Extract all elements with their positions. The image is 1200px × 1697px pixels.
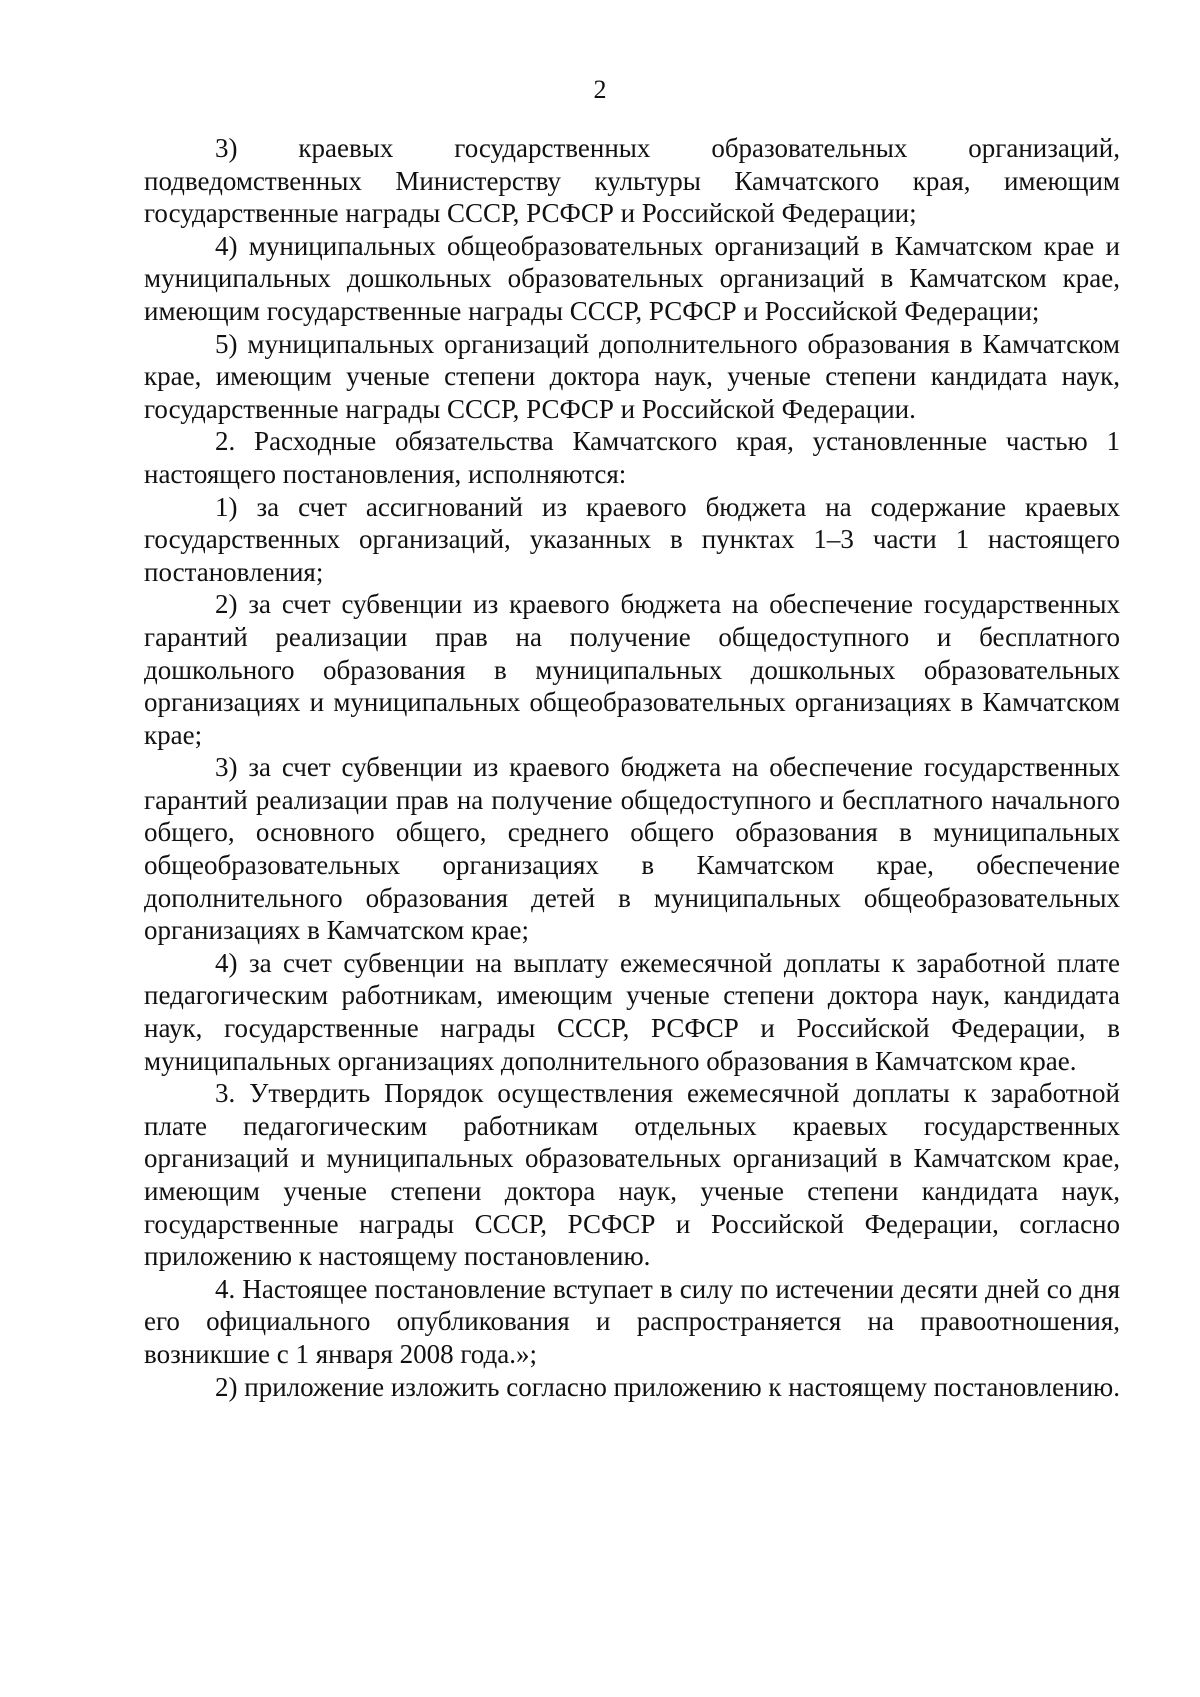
- paragraph-section-2-obligations: 2. Расходные обязательства Камчатского края, установленные частью 1 настоящего постановления, исполняются:: [144, 426, 1120, 489]
- page-number: 2: [593, 75, 607, 104]
- paragraph-section-4-effective-date: 4. Настоящее постановление вступает в силу по истечении десяти дней со дня его официального опубликования и распространяется на правоотношения, возникшие с 1 января 2008 года.»;: [144, 1273, 1120, 1369]
- paragraph-item-3-ministry-culture: 3) краевых государственных образовательных организаций, подведомственных Министерству культуры Камчатского края, имеющим государственные награды СССР, РСФСР и Российской Федерации;: [144, 133, 1120, 229]
- paragraph-item-5-additional-education: 5) муниципальных организаций дополнительного образования в Камчатском крае, имеющим ученые степени доктора наук, ученые степени кандидата наук, государственные награды СССР, РСФСР и Российской Федерации.: [144, 328, 1120, 424]
- paragraph-section-3-approve-procedure: 3. Утвердить Порядок осуществления ежемесячной доплаты к заработной плате педагогическим работникам отдельных краевых государственных организаций и муниципальных образовательных организаций в Камчатском крае, имеющим ученые степени доктора наук, ученые степени кандидата наук, государственные награды СССР, РСФСР и Российской Федерации, согласно приложению к настоящему постановлению.: [144, 1078, 1120, 1272]
- paragraph-funding-3: 3) за счет субвенции из краевого бюджета на обеспечение государственных гарантий реализации прав на получение общедоступного и бесплатного начального общего, основного общего, среднего общего образования в муниципальных общеобразовательных организациях в Камчатском крае, обеспечение дополнительного образования детей в муниципальных общеобразовательных организациях в Камчатском крае;: [144, 752, 1120, 946]
- paragraph-funding-2: 2) за счет субвенции из краевого бюджета на обеспечение государственных гарантий реализации прав на получение общедоступного и бесплатного дошкольного образования в муниципальных дошкольных образовательных организациях и муниципальных общеобразовательных организациях в Камчатском крае;: [144, 589, 1120, 750]
- paragraph-funding-1: 1) за счет ассигнований из краевого бюджета на содержание краевых государственных организаций, указанных в пунктах 1–3 части 1 настоящего постановления;: [144, 491, 1120, 587]
- paragraph-item-4-municipal-schools: 4) муниципальных общеобразовательных организаций в Камчатском крае и муниципальных дошкольных образовательных организаций в Камчатском крае, имеющим государственные награды СССР, РСФСР и Российской Федерации;: [144, 230, 1120, 326]
- paragraph-annex-statement: 2) приложение изложить согласно приложению к настоящему постановлению.: [215, 1371, 1120, 1402]
- document-body: [144, 132, 1120, 1403]
- paragraph-funding-4: 4) за счет субвенции на выплату ежемесячной доплаты к заработной плате педагогическим работникам, имеющим ученые степени доктора наук, кандидата наук, государственные награды СССР, РСФСР и Российской Федерации, в муниципальных организациях дополнительного образования в Камчатском крае.: [144, 947, 1120, 1076]
